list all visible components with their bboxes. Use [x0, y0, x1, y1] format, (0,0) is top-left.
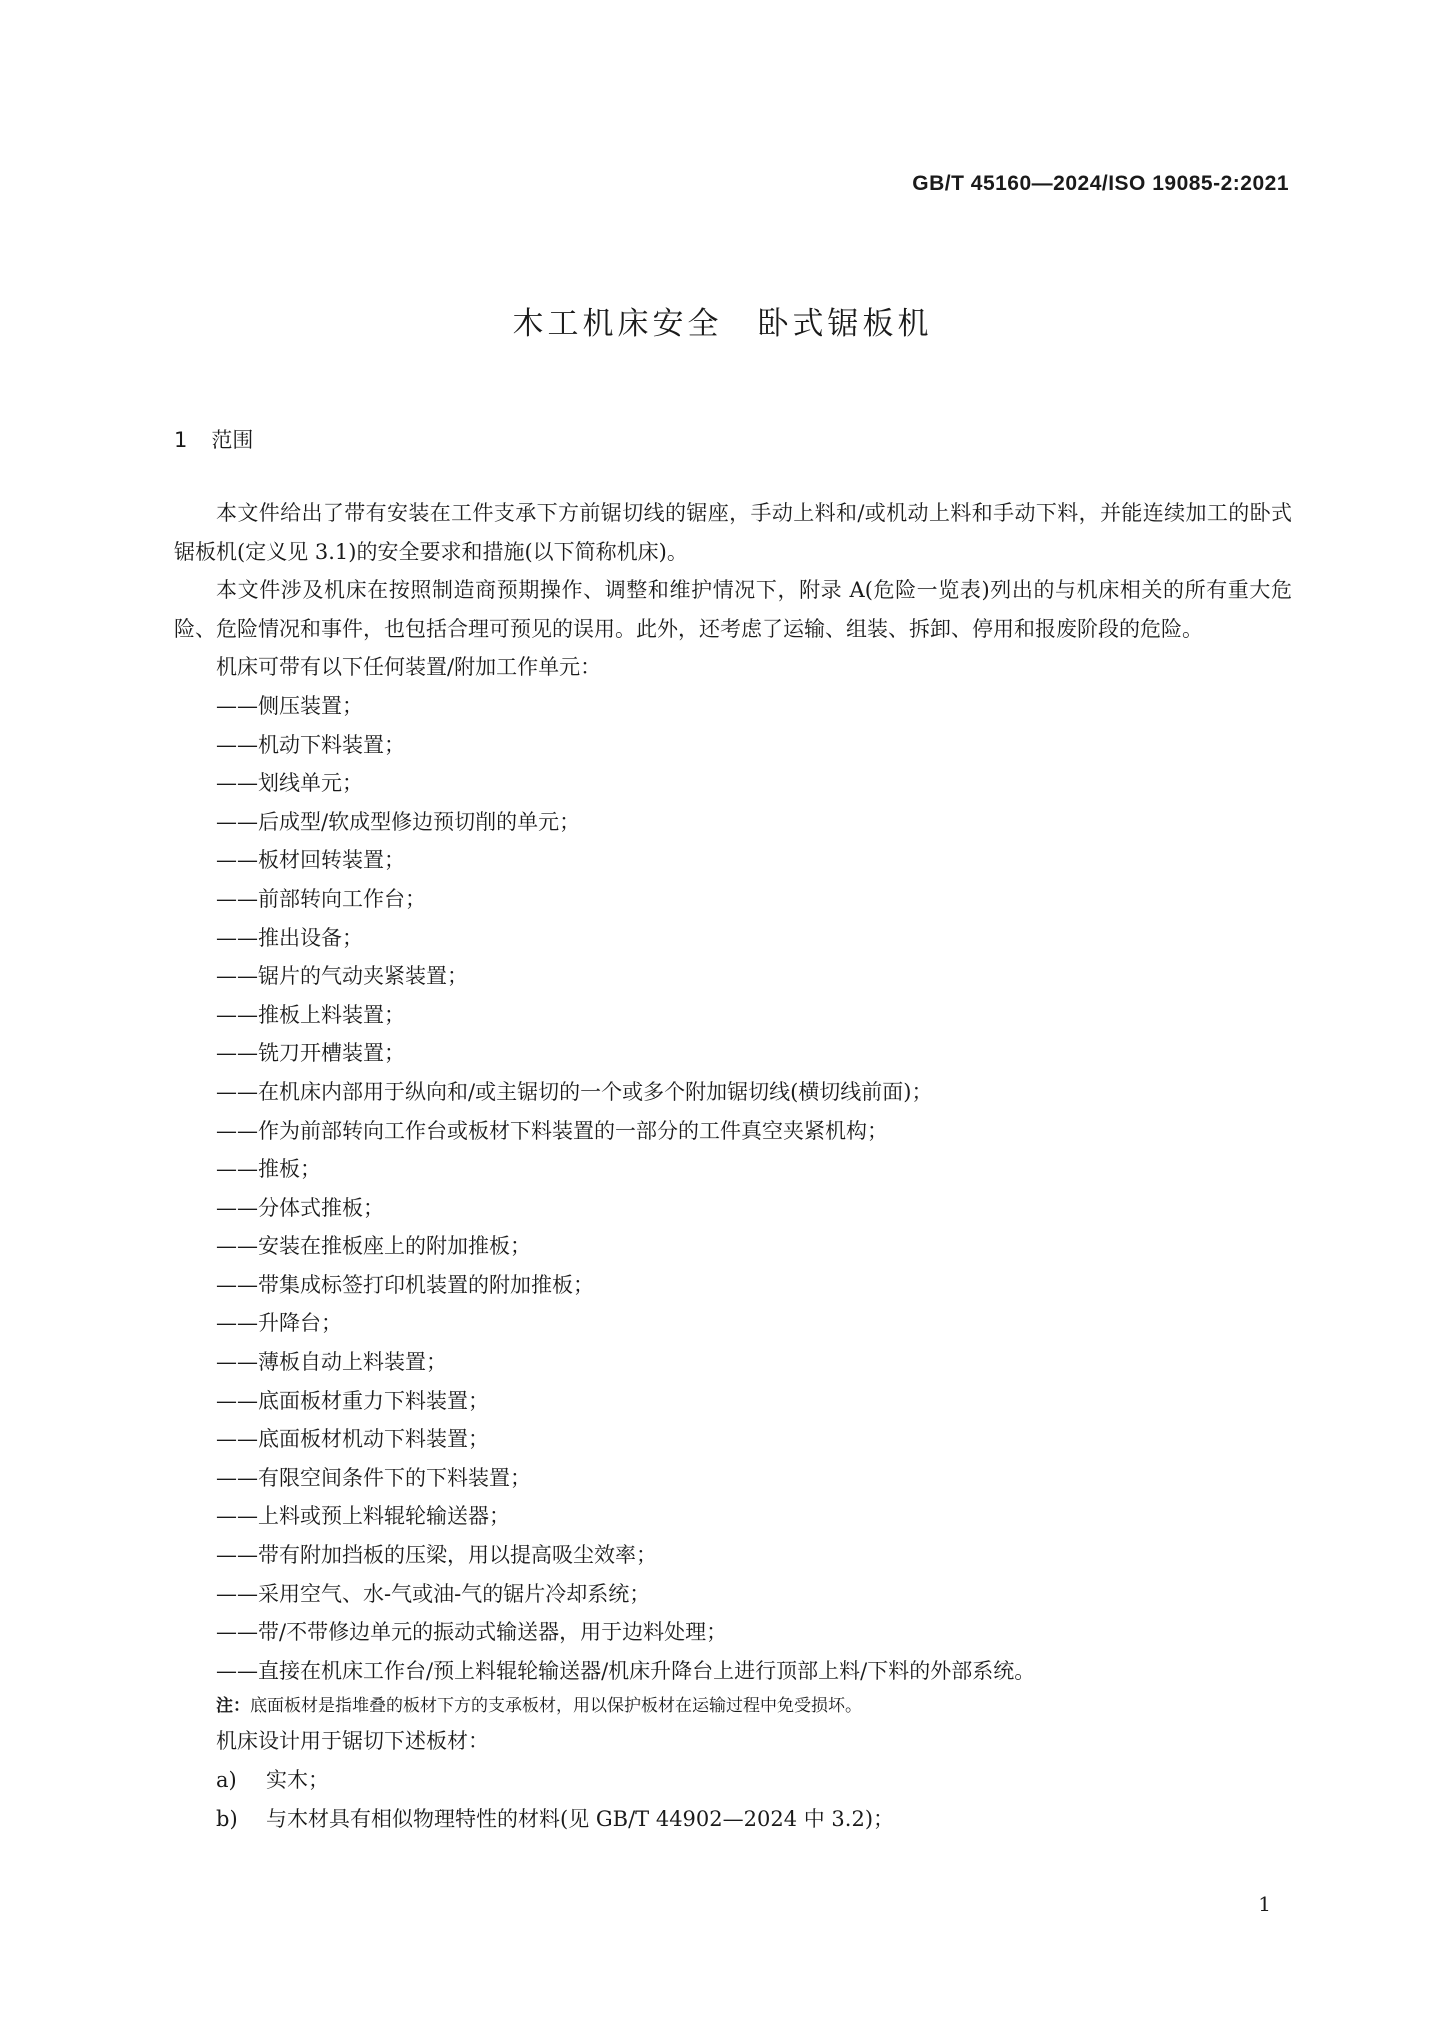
- list-item: ——底面板材机动下料装置；: [216, 1427, 489, 1452]
- document-title: 木工机床安全 卧式锯板机: [512, 306, 933, 342]
- list-item: ——带/不带修边单元的振动式输送器，用于边料处理；: [216, 1620, 728, 1645]
- list-item: ——带有附加挡板的压梁，用以提高吸尘效率；: [216, 1543, 657, 1568]
- list-item: ——推板；: [216, 1157, 321, 1182]
- page-number: 1: [1258, 1892, 1271, 1916]
- design-intro: 机床设计用于锯切下述板材：: [216, 1729, 489, 1754]
- section-number: 1: [174, 428, 188, 452]
- list-item: ——推出设备；: [216, 925, 363, 950]
- list-item: ——划线单元；: [216, 771, 363, 796]
- list-item: ——后成型/软成型修边预切削的单元；: [216, 809, 581, 834]
- list-item: ——推板上料装置；: [216, 1002, 405, 1027]
- list-item: ——有限空间条件下的下料装置；: [216, 1465, 531, 1490]
- list-item: ——分体式推板；: [216, 1195, 384, 1220]
- list-item: ——薄板自动上料装置；: [216, 1350, 447, 1375]
- note-text: 底面板材是指堆叠的板材下方的支承板材，用以保护板材在运输过程中免受损坏。: [250, 1696, 862, 1717]
- hazards-paragraph: 本文件涉及机床在按照制造商预期操作、调整和维护情况下，附录 A(危险一览表)列出的与机床相关的所有重大危险、危险情况和事件，也包括合理可预见的误用。此外，还考虑了运输、组装、拆卸、停用和报废阶段的危险。: [174, 578, 1292, 641]
- devices-intro: 机床可带有以下任何装置/附加工作单元：: [216, 655, 602, 680]
- document-body: [174, 494, 1292, 1838]
- section-heading: [174, 424, 253, 454]
- enum-item: [174, 1800, 1292, 1839]
- note-label: 注：: [216, 1696, 250, 1717]
- enum-item: [174, 1761, 1292, 1800]
- list-item: ——直接在机床工作台/预上料辊轮输送器/机床升降台上进行顶部上料/下料的外部系统。: [216, 1658, 1036, 1683]
- list-item: ——底面板材重力下料装置；: [216, 1388, 489, 1413]
- list-item: ——安装在推板座上的附加推板；: [216, 1234, 531, 1259]
- list-item: ——升降台；: [216, 1311, 342, 1336]
- enum-text: 与木材具有相似物理特性的材料(见 GB/T 44902—2024 中 3.2)；: [266, 1806, 895, 1831]
- scope-paragraph: 本文件给出了带有安装在工件支承下方前锯切线的锯座，手动上料和/或机动上料和手动下料，并能连续加工的卧式锯板机(定义见 3.1)的安全要求和措施(以下简称机床)。: [174, 501, 1292, 564]
- list-item: ——作为前部转向工作台或板材下料装置的一部分的工件真空夹紧机构；: [216, 1118, 888, 1143]
- section-title: 范围: [211, 428, 254, 452]
- list-item: ——上料或预上料辊轮输送器；: [216, 1504, 510, 1529]
- list-item: ——板材回转装置；: [216, 848, 405, 873]
- list-item: ——机动下料装置；: [216, 732, 405, 757]
- enum-marker: a): [216, 1768, 237, 1792]
- note: [174, 1690, 1292, 1722]
- standard-code: GB/T 45160—2024/ISO 19085-2:2021: [912, 172, 1289, 195]
- list-item: ——采用空气、水-气或油-气的锯片冷却系统；: [216, 1581, 651, 1606]
- enum-marker: b): [216, 1806, 238, 1831]
- list-item: ——铣刀开槽装置；: [216, 1041, 405, 1066]
- list-item: ——锯片的气动夹紧装置；: [216, 964, 468, 989]
- list-item: ——带集成标签打印机装置的附加推板；: [216, 1272, 594, 1297]
- list-item: ——在机床内部用于纵向和/或主锯切的一个或多个附加锯切线(横切线前面)；: [216, 1079, 933, 1104]
- enum-text: 实木；: [266, 1768, 329, 1792]
- list-item: ——侧压装置；: [216, 693, 363, 718]
- list-item: ——前部转向工作台；: [216, 886, 426, 911]
